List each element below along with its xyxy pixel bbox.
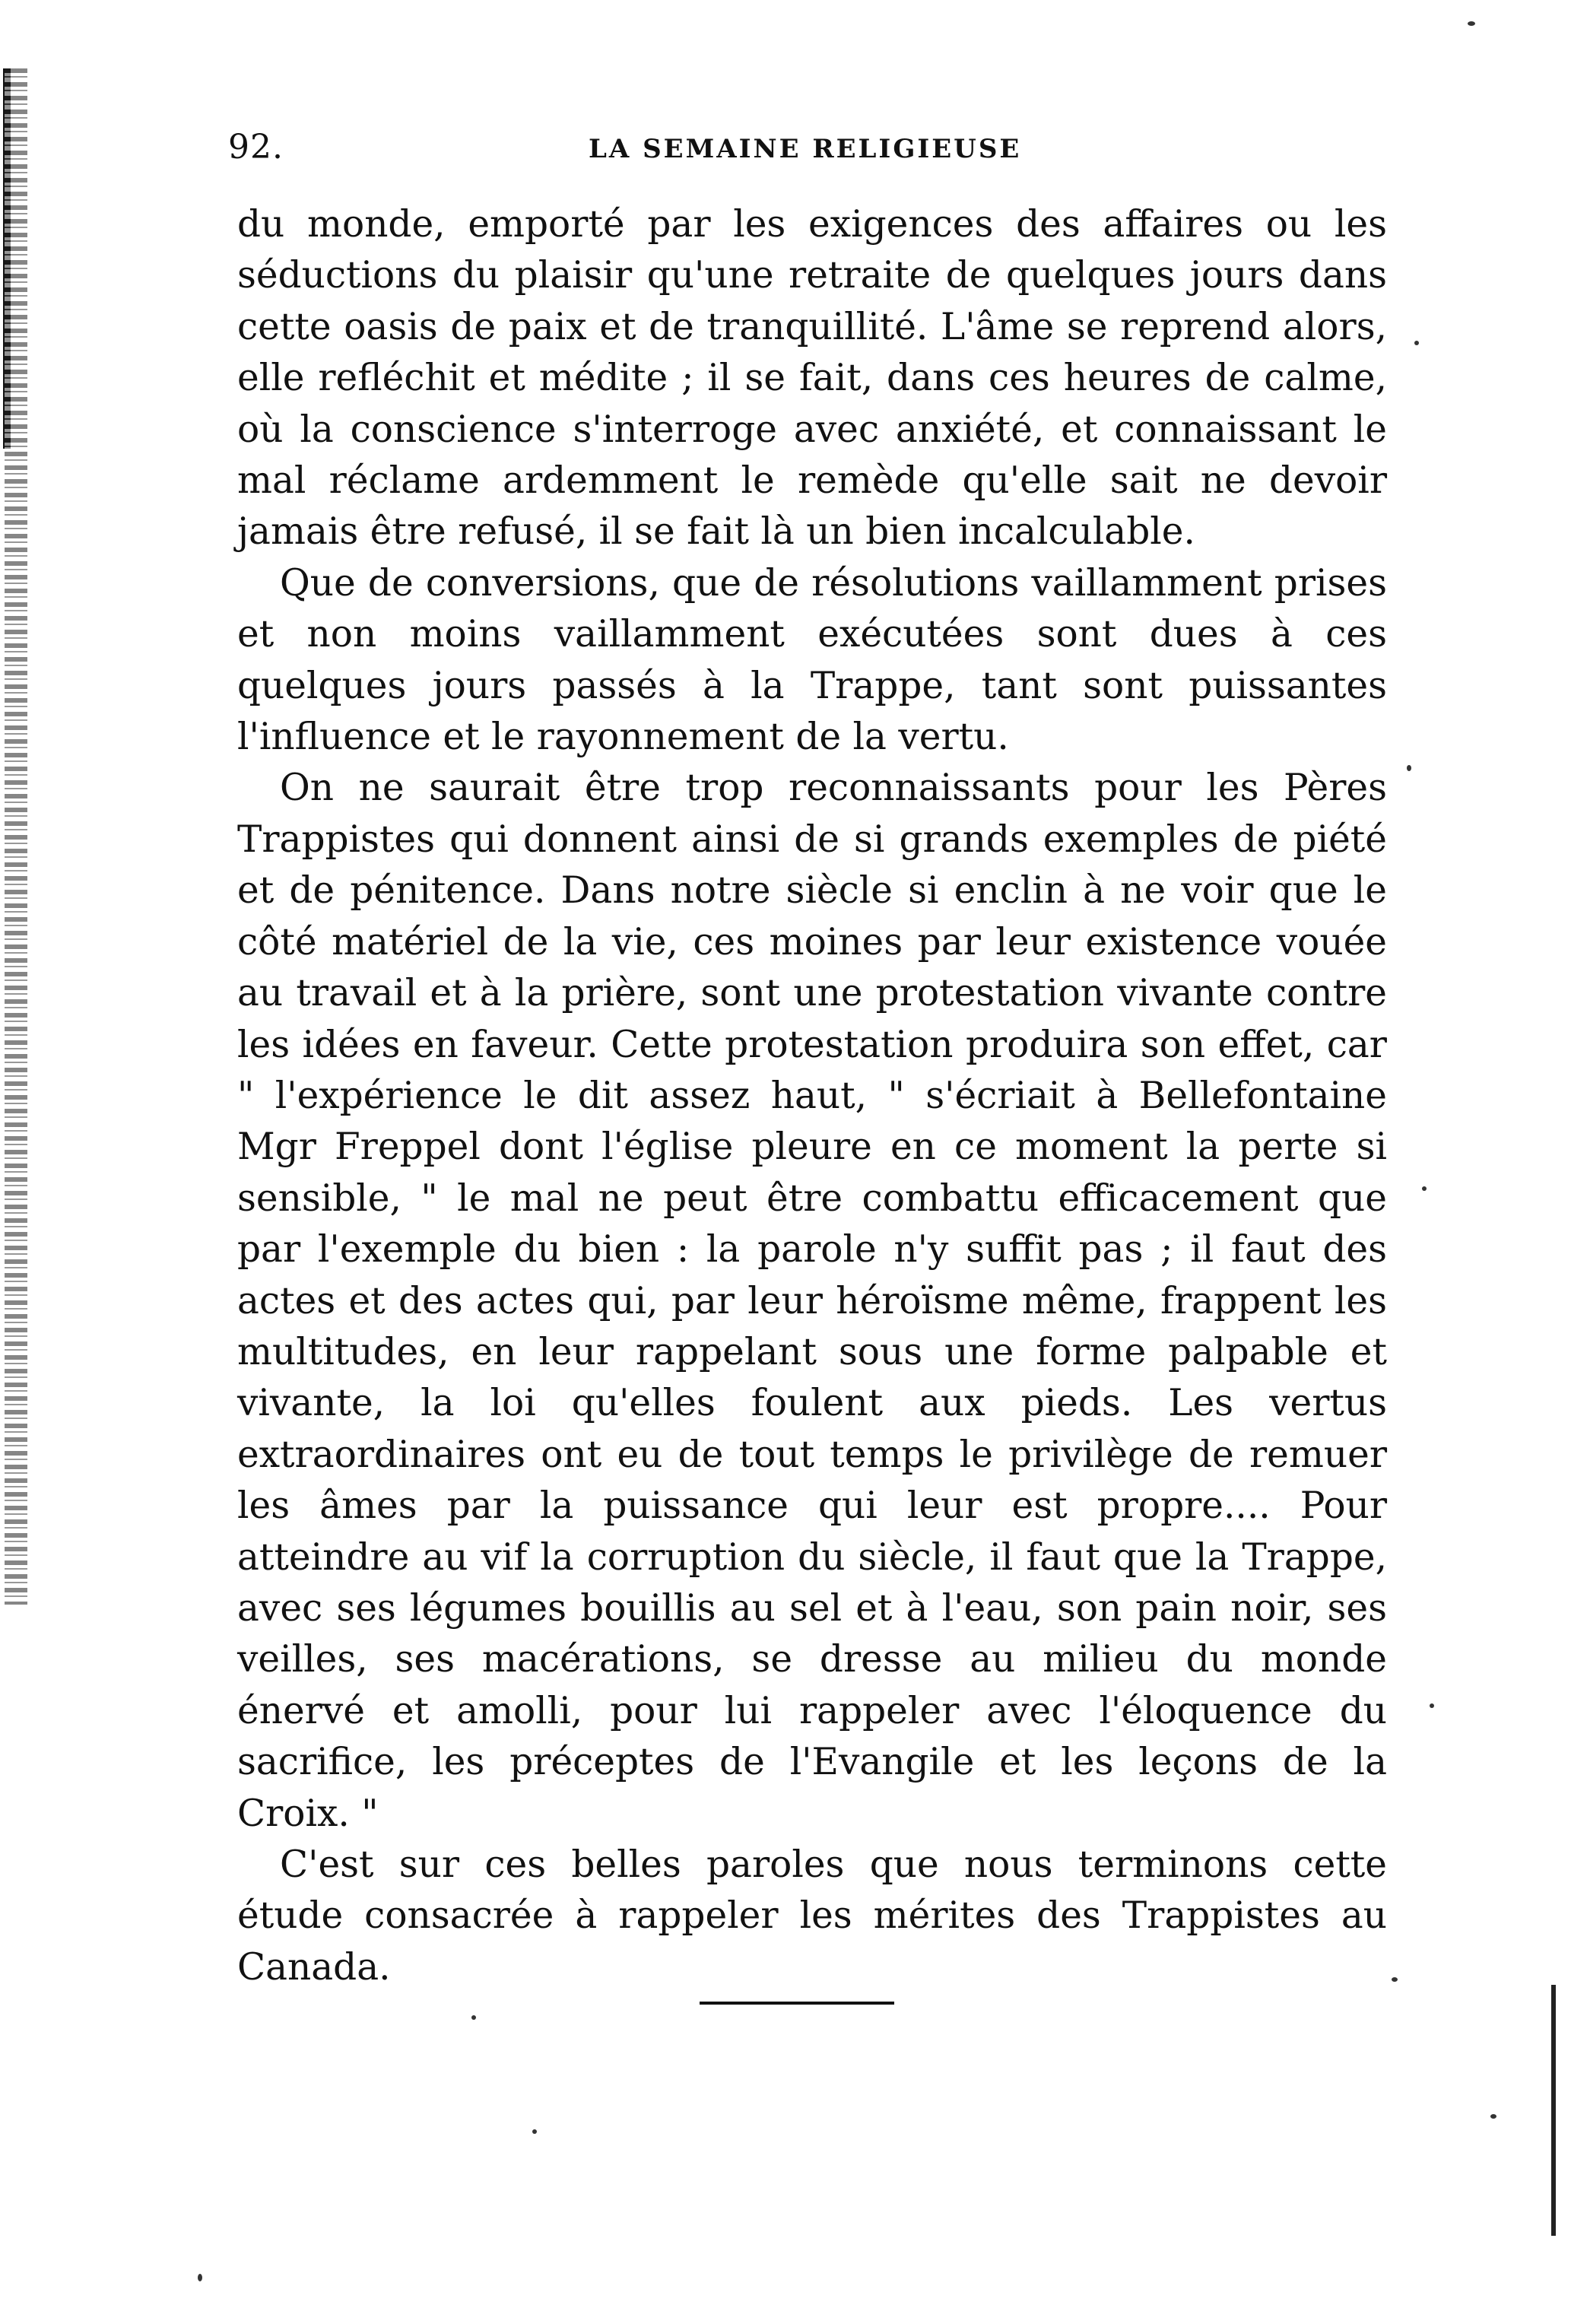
body-text [237, 199, 1387, 1993]
scan-speck [1422, 1186, 1427, 1191]
scan-speck [1430, 1703, 1434, 1708]
scan-right-edge-mark [1551, 1985, 1556, 2236]
paragraph: du monde, emporté par les exigences des affaires ou les séductions du plaisir qu'une retraite de quelques jours dans cette oasis de paix et de tranquillité. L'âme se reprend alors, elle refléchit et médite ; il se fait, dans ces heures de calme, où la conscience s'interroge avec anxiété, et connaissant le mal réclame ardemment le remède qu'elle sait ne devoir jamais être refusé, il se fait là un bien incalculable. [237, 203, 1387, 554]
scan-speck [1407, 765, 1411, 771]
page-number: 92. [228, 128, 284, 167]
scan-speck [198, 2274, 202, 2281]
scan-speck [471, 2015, 476, 2020]
scan-speck [1490, 2114, 1496, 2119]
scan-speck [1392, 1977, 1398, 1982]
end-rule [700, 2002, 894, 2005]
scan-speck [532, 2129, 537, 2134]
scan-speck [1414, 341, 1419, 345]
scan-binding-edge [5, 68, 27, 1605]
scan-speck [1468, 21, 1475, 26]
running-title: LA SEMAINE RELIGIEUSE [589, 134, 1022, 164]
paragraph: C'est sur ces belles paroles que nous terminons cette étude consacrée à rappeler les mérites des Trappistes au Canada. [237, 1843, 1387, 1989]
paragraph: On ne saurait être trop reconnaissants pour les Pères Trappistes qui donnent ainsi de si grands exemples de piété et de pénitence. Dans notre siècle si enclin à ne voir que le côté matériel de la vie, ces moines par leur existence vouée au travail et à la prière, sont une protestation vivante contre les idées en faveur. Cette protestation produira son effet, car " l'expérience le dit assez haut, " s'écriait à Bellefontaine Mgr Freppel dont l'église pleure en ce moment la perte si sensible, " le mal ne peut être combattu efficacement que par l'exemple du bien : la parole n'y suffit pas ; il faut des actes et des actes qui, par leur héroïsme même, frappent les multitudes, en leur rappelant sous une forme palpable et vivante, la loi qu'elles foulent aux pieds. Les vertus extraordinaires ont eu de tout temps le privilège de remuer les âmes par la puissance qui leur est propre.... Pour atteindre au vif la corruption du siècle, il faut que la Trappe, avec ses légumes bouillis au sel et à l'eau, son pain noir, ses veilles, ses macérations, se dresse au milieu du monde énervé et amolli, pour lui rappeler avec l'éloquence du sacrifice, les préceptes de l'Evangile et les leçons de la Croix. " [237, 767, 1387, 1835]
page-header [228, 128, 1384, 173]
paragraph: Que de conversions, que de résolutions vaillamment prises et non moins vaillamment exécutées sont dues à ces quelques jours passés à la Trappe, tant sont puissantes l'influence et le rayonnement de la vertu. [237, 561, 1387, 759]
